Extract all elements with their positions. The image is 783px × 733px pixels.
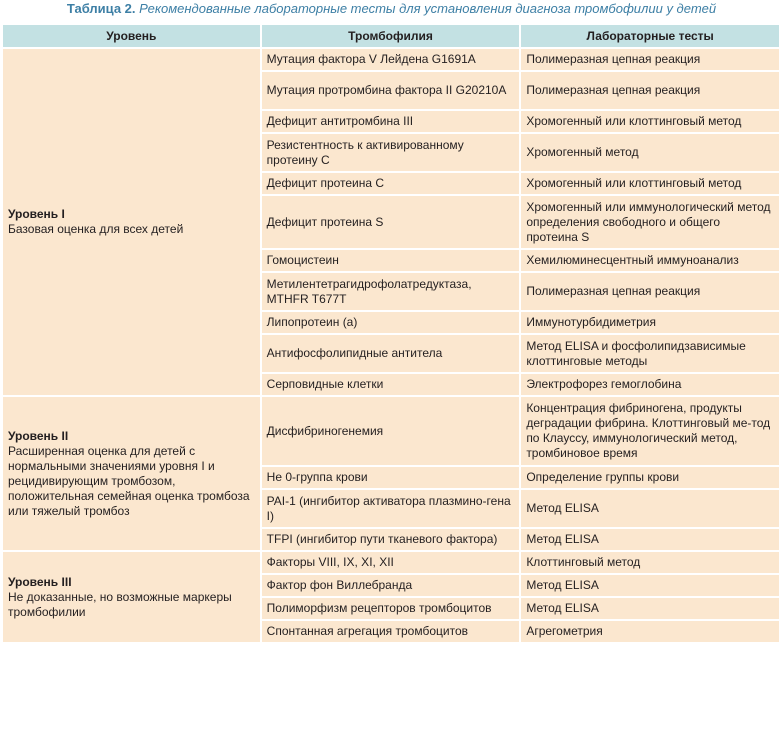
thrombophilia-table xyxy=(1,23,781,644)
test-cell: Агрегометрия xyxy=(521,621,779,642)
thrombophilia-cell: Не 0-группа крови xyxy=(262,467,520,488)
test-cell: Иммунотурбидиметрия xyxy=(521,312,779,333)
test-cell: Метод ELISA xyxy=(521,598,779,619)
level-title: Уровень III xyxy=(8,574,72,589)
thrombophilia-cell: Факторы VIII, IX, XI, XII xyxy=(262,552,520,573)
test-cell: Хромогенный или иммунологический метод определения свободного и общего протеина S xyxy=(521,196,779,248)
thrombophilia-cell: Дефицит протеина C xyxy=(262,173,520,194)
test-cell: Метод ELISA xyxy=(521,490,779,527)
caption-text: Рекомендованные лабораторные тесты для установления диагноза тромбофилии у детей xyxy=(139,1,717,16)
thrombophilia-cell: Антифосфолипидные антитела xyxy=(262,335,520,372)
thrombophilia-cell: Фактор фон Виллебранда xyxy=(262,575,520,596)
test-cell: Полимеразная цепная реакция xyxy=(521,72,779,109)
test-cell: Метод ELISA xyxy=(521,575,779,596)
test-cell: Хромогенный или клоттинговый метод xyxy=(521,111,779,132)
level-cell xyxy=(3,397,260,550)
level-description: Не доказанные, но возможные маркеры тромбофилии xyxy=(8,589,232,619)
header-level: Уровень xyxy=(3,25,260,47)
test-cell: Полимеразная цепная реакция xyxy=(521,49,779,70)
thrombophilia-cell: Липопротеин (a) xyxy=(262,312,520,333)
test-cell: Хромогенный метод xyxy=(521,134,779,171)
header-tests: Лабораторные тесты xyxy=(521,25,779,47)
thrombophilia-cell: Резистентность к активированному протеину C xyxy=(262,134,520,171)
thrombophilia-cell: Мутация фактора V Лейдена G1691A xyxy=(262,49,520,70)
header-thrombophilia: Тромбофилия xyxy=(262,25,520,47)
test-cell: Определение группы крови xyxy=(521,467,779,488)
table-caption xyxy=(0,0,783,22)
test-cell: Концентрация фибриногена, продукты деградации фибрина. Клоттинговый ме-тод по Клауссу, иммунологический метод, тромбиновое время xyxy=(521,397,779,465)
thrombophilia-cell: Гомоцистеин xyxy=(262,250,520,271)
header-row xyxy=(3,25,779,47)
test-cell: Хемилюминесцентный иммуноанализ xyxy=(521,250,779,271)
test-cell: Клоттинговый метод xyxy=(521,552,779,573)
table-row xyxy=(3,552,779,573)
level-title: Уровень II xyxy=(8,428,69,443)
level-description: Базовая оценка для всех детей xyxy=(8,222,184,236)
test-cell: Электрофорез гемоглобина xyxy=(521,374,779,395)
test-cell: Хромогенный или клоттинговый метод xyxy=(521,173,779,194)
thrombophilia-cell: Мутация протромбина фактора II G20210A xyxy=(262,72,520,109)
thrombophilia-cell: Метилентетрагидрофолатредуктаза, MTHFR T677T xyxy=(262,273,520,310)
thrombophilia-cell: Дефицит антитромбина III xyxy=(262,111,520,132)
thrombophilia-cell: PAI-1 (ингибитор активатора плазмино-гена I) xyxy=(262,490,520,527)
test-cell: Полимеразная цепная реакция xyxy=(521,273,779,310)
thrombophilia-cell: Дефицит протеина S xyxy=(262,196,520,248)
test-cell: Метод ELISA и фосфолипидзависимые клоттинговые методы xyxy=(521,335,779,372)
thrombophilia-cell: Серповидные клетки xyxy=(262,374,520,395)
table-body xyxy=(3,49,779,642)
level-description: Расширенная оценка для детей с нормальными значениями уровня I и рецидивирующим тромбозом, положительная семейная оценка тромбоза или тяжелый тромбоз xyxy=(8,443,250,518)
thrombophilia-cell: Полиморфизм рецепторов тромбоцитов xyxy=(262,598,520,619)
table-row xyxy=(3,397,779,465)
level-cell xyxy=(3,49,260,395)
level-title: Уровень I xyxy=(8,207,65,221)
table-row xyxy=(3,49,779,70)
thrombophilia-cell: Дисфибриногенемия xyxy=(262,397,520,465)
thrombophilia-cell: Спонтанная агрегация тромбоцитов xyxy=(262,621,520,642)
level-cell xyxy=(3,552,260,642)
test-cell: Метод ELISA xyxy=(521,529,779,550)
caption-label: Таблица 2. xyxy=(66,1,136,16)
thrombophilia-cell: TFPI (ингибитор пути тканевого фактора) xyxy=(262,529,520,550)
